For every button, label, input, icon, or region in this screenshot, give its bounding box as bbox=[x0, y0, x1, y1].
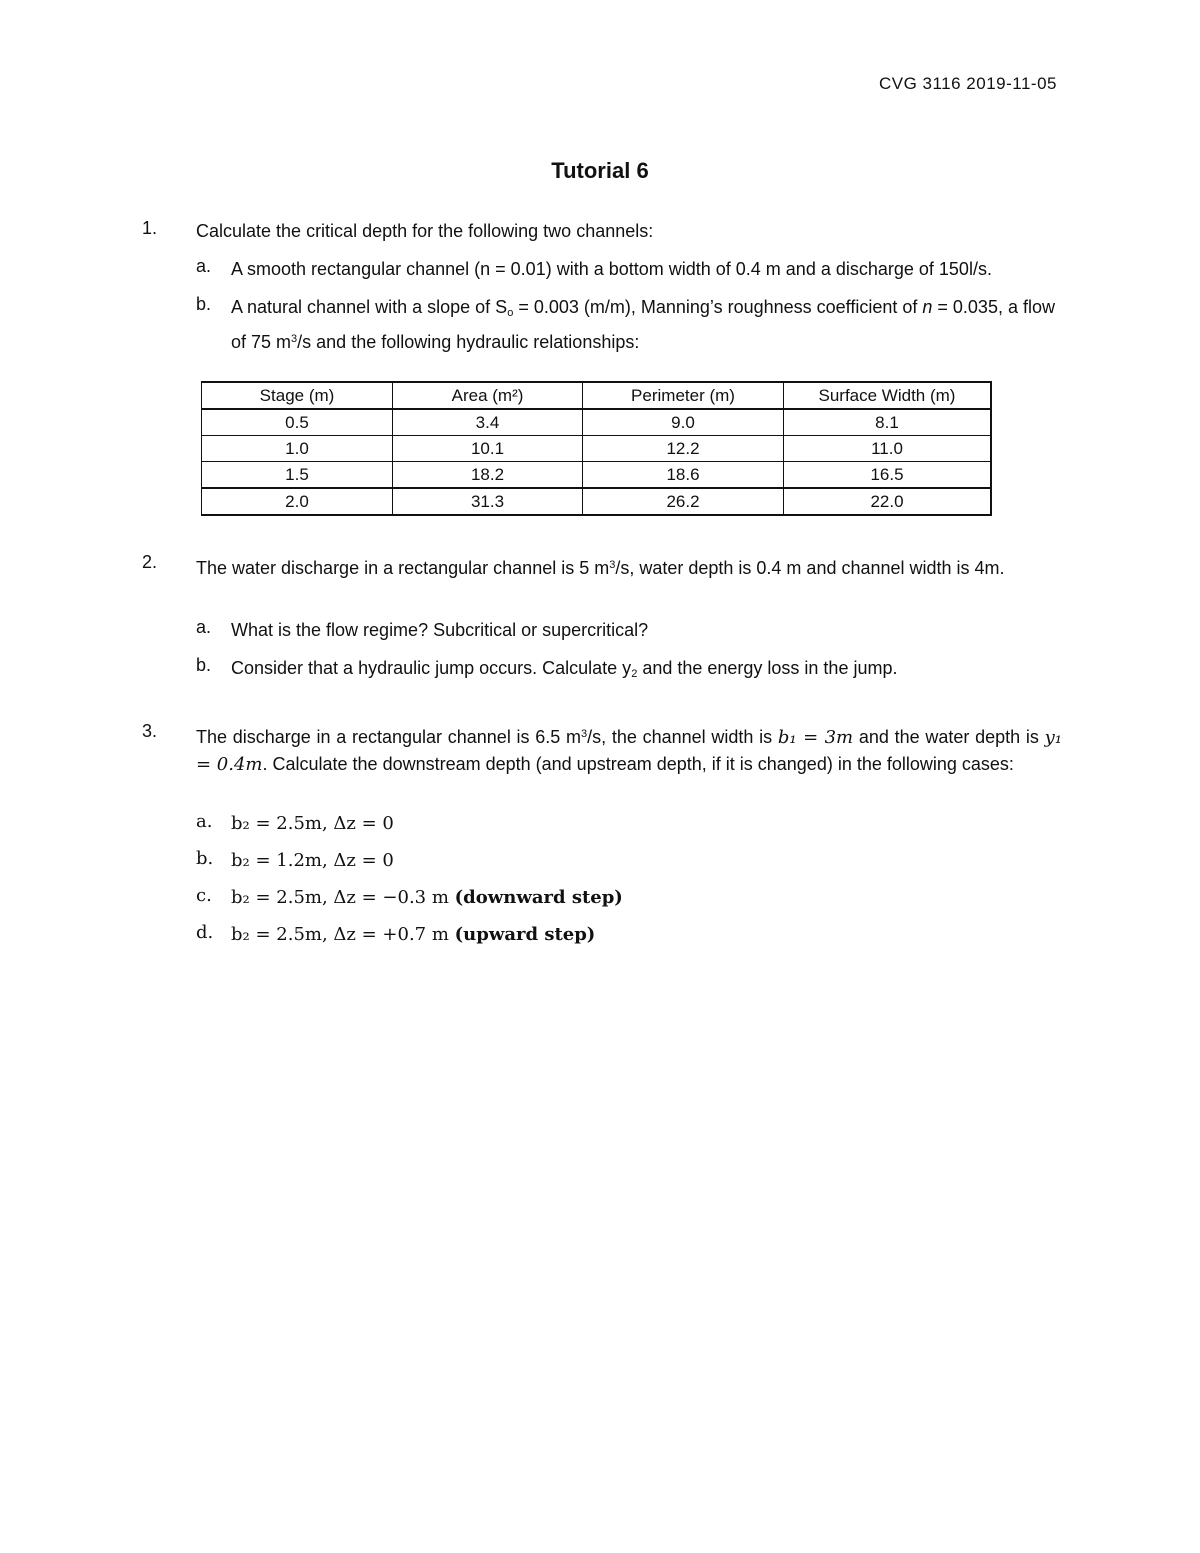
table-cell: 2.0 bbox=[202, 488, 393, 515]
document-header: CVG 3116 2019-11-05 bbox=[878, 74, 1057, 93]
table-cell: 11.0 bbox=[784, 436, 992, 462]
q3b-expr: b₂ = 1.2m, Δz = 0 bbox=[231, 850, 394, 871]
col-area: Area (m²) bbox=[393, 382, 583, 409]
table-cell: 0.5 bbox=[202, 409, 393, 436]
q2a-text: What is the flow regime? Subcritical or supercritical? bbox=[231, 620, 649, 640]
table-cell: 1.5 bbox=[202, 462, 393, 489]
table-cell: 8.1 bbox=[784, 409, 992, 436]
q3c-label: c. bbox=[196, 885, 212, 906]
table-cell: 3.4 bbox=[393, 409, 583, 436]
q2a-label: a. bbox=[196, 617, 212, 637]
q2-text: The water discharge in a rectangular channel is 5 $m^3/s$, water depth is 0.4 m and channel width is 4m. bbox=[196, 558, 1005, 578]
q3d-expr: b₂ = 2.5m, Δz = +0.7 m (upward step) bbox=[231, 924, 596, 945]
q3a-label: a. bbox=[196, 811, 213, 832]
hydraulic-table bbox=[201, 381, 992, 516]
col-perimeter: Perimeter (m) bbox=[583, 382, 784, 409]
q3-number: 3. bbox=[142, 721, 158, 741]
table-cell: 1.0 bbox=[202, 436, 393, 462]
table-row bbox=[202, 488, 992, 515]
q3a-expr: b₂ = 2.5m, Δz = 0 bbox=[231, 813, 394, 834]
q1-text: Calculate the critical depth for the following two channels: bbox=[196, 221, 654, 241]
table-cell: 31.3 bbox=[393, 488, 583, 515]
col-surface-width: Surface Width (m) bbox=[784, 382, 992, 409]
q2-number: 2. bbox=[142, 552, 158, 572]
table-cell: 10.1 bbox=[393, 436, 583, 462]
table-header-row bbox=[202, 382, 992, 409]
table-cell: 18.6 bbox=[583, 462, 784, 489]
q3-text: The discharge in a rectangular channel is 6.5 $m^3/s$, the channel width is b₁ = 3m and the water depth is y₁ = 0.4m. Calculate the downstream depth (and upstream depth, if it is changed) in the following cases: bbox=[196, 727, 1063, 775]
q3c-expr: b₂ = 2.5m, Δz = −0.3 m (downward step) bbox=[231, 887, 623, 908]
table-row bbox=[202, 436, 992, 462]
table-row bbox=[202, 409, 992, 436]
table-row bbox=[202, 462, 992, 489]
q1b-label: b. bbox=[196, 294, 212, 314]
q1a-label: a. bbox=[196, 256, 212, 276]
q1b-text: A natural channel with a slope of $S_o = 0.003$ (m/m), Manning’s roughness coefficient of n = 0.035, a flow of 75 $m^3/s$ and the following hydraulic relationships: bbox=[231, 297, 1055, 352]
table-cell: 9.0 bbox=[583, 409, 784, 436]
table-cell: 22.0 bbox=[784, 488, 992, 515]
q2b-text: Consider that a hydraulic jump occurs. Calculate $y_2$ and the energy loss in the jump. bbox=[231, 658, 898, 680]
q2b-label: b. bbox=[196, 655, 212, 675]
page-title: Tutorial 6 bbox=[551, 158, 649, 183]
q1a-text: A smooth rectangular channel (n = 0.01) with a bottom width of 0.4 m and a discharge of 150l/s. bbox=[231, 259, 992, 279]
table-cell: 12.2 bbox=[583, 436, 784, 462]
q1-number: 1. bbox=[142, 218, 158, 238]
table-cell: 18.2 bbox=[393, 462, 583, 489]
q3d-label: d. bbox=[196, 922, 214, 943]
col-stage: Stage (m) bbox=[202, 382, 393, 409]
table-cell: 16.5 bbox=[784, 462, 992, 489]
table-cell: 26.2 bbox=[583, 488, 784, 515]
q3b-label: b. bbox=[196, 848, 214, 869]
